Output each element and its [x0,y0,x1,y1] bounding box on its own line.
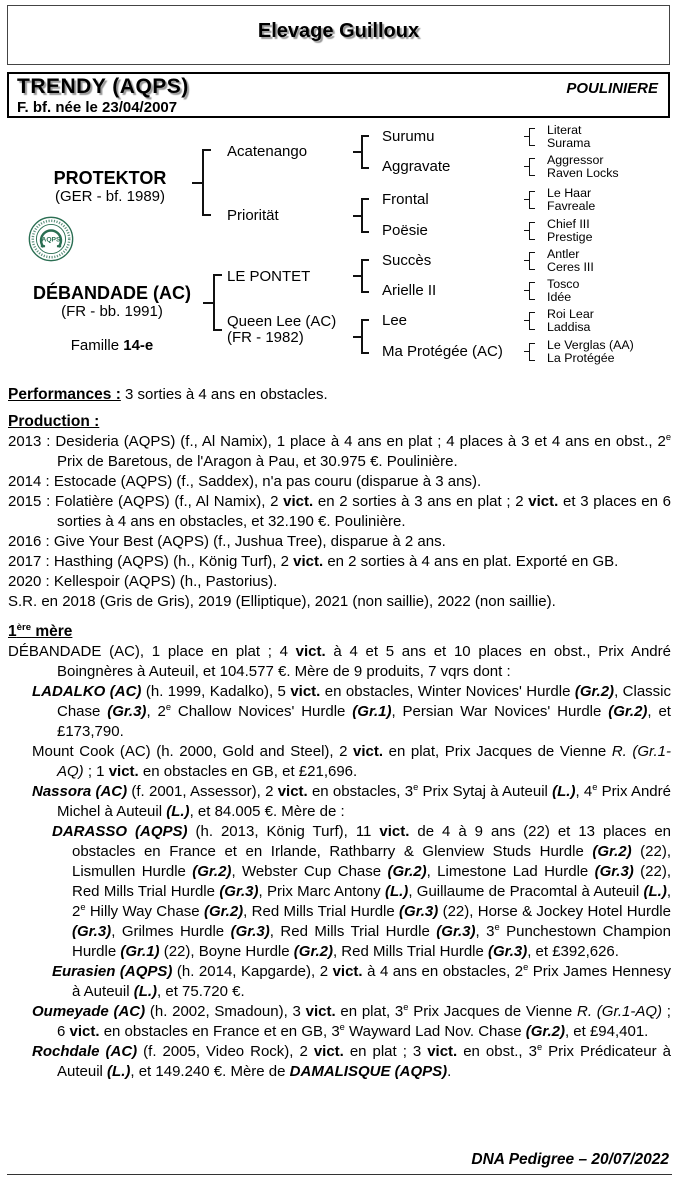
sire-origin: (GER - bf. 1989) [54,188,166,205]
gen3-name-1: Aggravate [382,158,451,175]
gen4-bracket-5 [529,282,535,300]
dam-origin: (FR - bb. 1991) [61,303,163,320]
gen3-name-0: Surumu [382,128,435,145]
first-dam-entry-2: Mount Cook (AC) (h. 2000, Gold and Steel), 2 vict. en plat, Prix Jacques de Vienne R. (Gr.1-AQ) ; 1 vict. en obstacles en GB, et £21,696. [32,743,671,780]
production-entry-1: 2014 : Estocade (AQPS) (f., Saddex), n'a pas couru (disparue à 3 ans). [8,473,482,490]
gen2-bracket-1 [361,198,369,233]
gen4-bracket-2 [529,191,535,209]
aqps-logo-graphic [28,216,74,262]
gen2-name-2: LE PONTET [227,268,311,285]
gen4-bracket-1 [529,158,535,176]
gen4-bracket-6 [529,312,535,330]
production-list [8,432,671,612]
gen3-name-4: Succès [382,252,432,269]
gen4-pair-0: Literat Surama [547,123,591,150]
sire-block [15,168,205,206]
first-dam-entry-3: Nassora (AC) (f. 2001, Assessor), 2 vict. en obstacles, 3e Prix Sytaj à Auteuil (L.), 4e Prix André Michel à Auteuil (L.), et 84.005 €. Mère de : [32,782,671,820]
gen3-name-6: Lee [382,312,408,329]
aqps-logo [28,216,74,262]
footer-credit: DNA Pedigree – 20/07/2022 [471,1151,669,1168]
family-line [12,336,212,356]
gen4-bracket-0 [529,128,535,146]
family-label: Famille [70,337,124,354]
horse-title-box [7,72,670,118]
production-heading: Production : [8,413,100,430]
gen3-name-2: Frontal [382,191,429,208]
gen3-name-3: Poësie [382,222,428,239]
gen4-pair-2: Le Haar Favreale [547,186,596,213]
gen4-pair-6: Roi Lear Laddisa [547,307,594,334]
gen4-pair-4: Antler Ceres III [547,247,594,274]
performances-heading: Performances : [8,386,121,403]
gen2-bracket-2 [361,259,369,293]
family-number: 14-e [123,337,154,354]
gen2-name-0: Acatenango [227,143,308,160]
production-entry-6: S.R. en 2018 (Gris de Gris), 2019 (Elliptique), 2021 (non saillie), 2022 (non saillie). [8,593,556,610]
first-dam-entry-5: Eurasien (AQPS) (h. 2014, Kapgarde), 2 vict. à 4 ans en obstacles, 2e Prix James Hennesy à Auteuil (L.), et 75.720 €. [52,962,672,1000]
gen2-bracket-3 [361,319,369,354]
gen2-name-3: Queen Lee (AC) (FR - 1982) [227,313,337,346]
first-dam-entry-7: Rochdale (AC) (f. 2005, Video Rock), 2 vict. en plat ; 3 vict. en obst., 3e Prix Prédicateur à Auteuil (L.), et 149.240 €. Mère de DAMALISQUE (AQPS). [32,1042,671,1080]
production-entry-4: 2017 : Hasthing (AQPS) (h., König Turf), 2 vict. en 2 sorties à 4 ans en plat. Exporté en GB. [8,553,619,570]
production-entry-5: 2020 : Kellespoir (AQPS) (h., Pastorius). [8,573,278,590]
production-entry-3: 2016 : Give Your Best (AQPS) (f., Jushua Tree), disparue à 2 ans. [8,533,446,550]
gen4-bracket-7 [529,343,535,361]
performances-text: 3 sorties à 4 ans en obstacles. [125,386,328,403]
gen3-name-7: Ma Protégée (AC) [382,343,503,360]
production-entry-0: 2013 : Desideria (AQPS) (f., Al Namix), 1 place à 4 ans en plat ; 4 places à 3 et 4 ans en obst., 2e Prix de Baretous, de l'Aragon à Pau, et 30.975 €. Poulinière. [8,432,671,470]
sire-bracket [202,149,211,216]
first-dam-entry-1: LADALKO (AC) (h. 1999, Kadalko), 5 vict. en obstacles, Winter Novices' Hurdle (Gr.2), Classic Chase (Gr.3), 2e Challow Novices' Hurdle (Gr.1), Persian War Novices' Hurdle (Gr.2), et £173,790. [32,683,671,740]
header-box [7,5,670,65]
first-dam-entry-4: DARASSO (AQPS) (h. 2013, König Turf), 11 vict. de 4 à 9 ans (22) et 13 places en obstacles en France et en Irlande, Rathbarry & Glenview Studs Hurdle (Gr.2) (22), Lismullen Hurdle (Gr.2), Webster Cup Chase (Gr.2), Limestone Lad Hurdle (Gr.3) (22), Red Mills Trial Hurdle (Gr.3), Prix Marc Antony (L.), Guillaume de Pracomtal à Auteuil (L.), 2e Hilly Way Chase (Gr.2), Red Mills Trial Hurdle (Gr.3) (22), Horse & Jockey Hotel Hurdle (Gr.3), Grilmes Hurdle (Gr.3), Red Mills Trial Hurdle (Gr.3), 3e Punchestown Champion Hurdle (Gr.1) (22), Boyne Hurdle (Gr.2), Red Mills Trial Hurdle (Gr.3), et £392,626. [52,823,672,960]
broodmare-label: POULINIERE [566,80,658,97]
pedigree-tree [0,117,679,380]
gen2-name-1: Priorität [227,207,279,224]
gen4-bracket-4 [529,252,535,270]
horse-birth-info: F. bf. née le 23/04/2007 [17,99,178,116]
dam-block [12,283,212,321]
first-dam-heading: 1ère mère [8,621,73,640]
first-dam-entry-0: DÉBANDADE (AC), 1 place en plat ; 4 vict. à 4 et 5 ans et 10 places en obst., Prix André Boingnères à Auteuil, et 104.577 €. Mère de 9 produits, 7 vqrs dont : [8,643,671,680]
gen4-pair-5: Tosco Idée [547,277,580,304]
gen4-pair-1: Aggressor Raven Locks [547,153,619,180]
dam-bracket [213,274,222,331]
horse-name: TRENDY (AQPS) [17,75,189,98]
document-body [8,380,671,1082]
first-dam-list [8,642,671,1082]
gen4-pair-7: Le Verglas (AA) La Protégée [547,338,634,365]
gen4-pair-3: Chief III Prestige [547,217,593,244]
sire-name: PROTEKTOR [53,168,167,188]
first-dam-entry-6: Oumeyade (AC) (h. 2002, Smadoun), 3 vict. en plat, 3e Prix Jacques de Vienne R. (Gr.1-AQ) ; 6 vict. en obstacles en France et en GB, 3e Wayward Lad Nov. Chase (Gr.2), et £94,401. [32,1002,671,1040]
gen2-bracket-0 [361,135,369,169]
stud-farm-title: Elevage Guilloux [257,20,420,42]
production-entry-2: 2015 : Folatière (AQPS) (f., Al Namix), 2 vict. en 2 sorties à 3 ans en plat ; 2 vict. et 3 places en 6 sorties à 4 ans en obstacles, et 32.190 €. Poulinière. [8,493,672,530]
dam-name: DÉBANDADE (AC) [33,283,191,303]
gen4-bracket-3 [529,222,535,240]
gen3-name-5: Arielle II [382,282,437,299]
performances-line [8,385,671,405]
bottom-rule [7,1174,672,1175]
svg-text:AQPS: AQPS [41,236,61,244]
